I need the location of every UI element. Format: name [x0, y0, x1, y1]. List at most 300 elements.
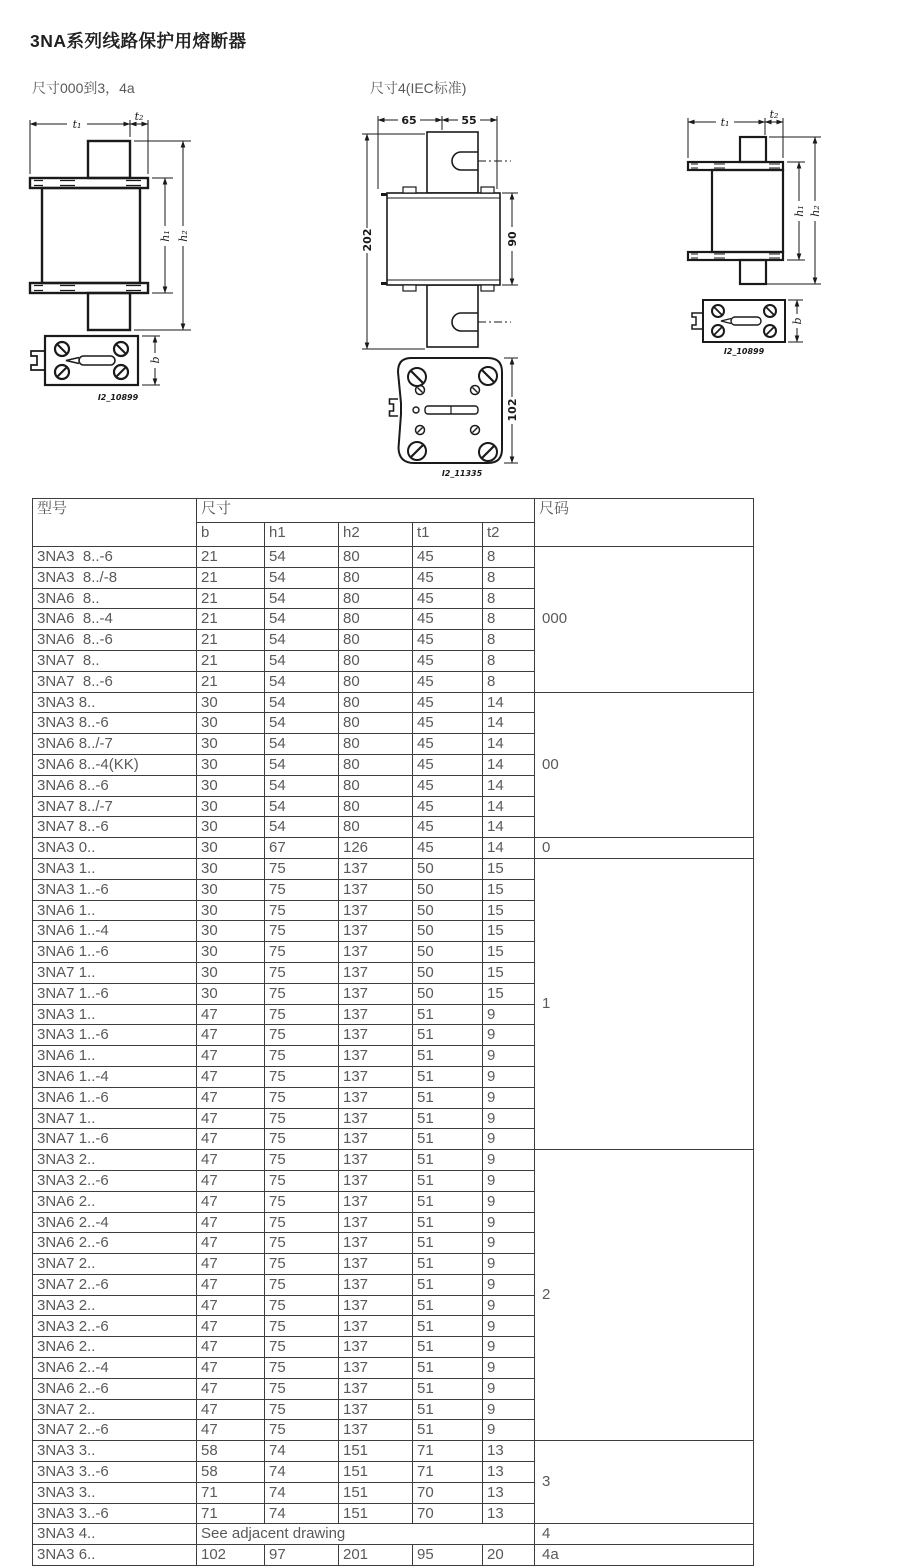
spec-table-header [33, 499, 754, 547]
figure-id: I2_11335 [441, 469, 483, 478]
value-cell: 30 [197, 962, 265, 983]
dim-label-t1: t₁ [72, 118, 82, 131]
value-cell: 137 [339, 921, 413, 942]
value-cell: 47 [197, 1358, 265, 1379]
model-cell: 3NA6 2..-4 [33, 1212, 197, 1233]
value-cell: 9 [483, 1399, 535, 1420]
value-cell: 80 [339, 588, 413, 609]
mounting-tab [31, 351, 45, 370]
mounting-tab [692, 313, 703, 329]
value-cell: 47 [197, 1170, 265, 1191]
plate-bottom-view [390, 358, 503, 463]
value-cell: 137 [339, 1233, 413, 1254]
model-cell: 3NA3 1..-6 [33, 879, 197, 900]
model-cell: 3NA6 2..-4 [33, 1358, 197, 1379]
value-cell: 51 [413, 1274, 483, 1295]
model-cell: 3NA7 2..-6 [33, 1274, 197, 1295]
model-cell: 3NA3 0.. [33, 838, 197, 859]
model-cell: 3NA6 1.. [33, 1046, 197, 1067]
size-code-cell: 2 [535, 1150, 754, 1441]
model-cell: 3NA6 1..-4 [33, 921, 197, 942]
model-cell: 3NA7 2.. [33, 1399, 197, 1420]
model-cell: 3NA6 1.. [33, 900, 197, 921]
value-cell: 9 [483, 1170, 535, 1191]
size-code-cell: 4a [535, 1545, 754, 1566]
value-cell: 51 [413, 1233, 483, 1254]
value-cell: 9 [483, 1004, 535, 1025]
value-cell: 47 [197, 1295, 265, 1316]
value-cell: 75 [265, 1108, 339, 1129]
value-cell: 51 [413, 1066, 483, 1087]
value-cell: 50 [413, 962, 483, 983]
value-cell: 80 [339, 734, 413, 755]
drawing-fuse-size4 [348, 103, 558, 483]
size-code-cell: 000 [535, 547, 754, 693]
value-cell: 45 [413, 630, 483, 651]
value-cell: 8 [483, 671, 535, 692]
model-cell: 3NA3 1.. [33, 858, 197, 879]
value-cell: 75 [265, 1191, 339, 1212]
value-cell: 75 [265, 1295, 339, 1316]
value-cell: 45 [413, 713, 483, 734]
value-cell: 14 [483, 713, 535, 734]
value-cell: 51 [413, 1004, 483, 1025]
value-cell: 137 [339, 858, 413, 879]
size-code-cell: 00 [535, 692, 754, 838]
header-model: 型号 [33, 499, 197, 547]
value-cell: 54 [265, 567, 339, 588]
table-row [33, 547, 754, 568]
dim-label-202: 202 [361, 228, 374, 252]
value-cell: 50 [413, 879, 483, 900]
size-code-cell: 3 [535, 1441, 754, 1524]
value-cell: 201 [339, 1545, 413, 1566]
value-cell: 71 [413, 1462, 483, 1483]
value-cell: 80 [339, 692, 413, 713]
value-cell: 54 [265, 692, 339, 713]
dim-label-t2: t₂ [134, 110, 144, 123]
value-cell: 75 [265, 1420, 339, 1441]
model-cell: 3NA6 2.. [33, 1191, 197, 1212]
value-cell: 9 [483, 1066, 535, 1087]
value-cell: 45 [413, 734, 483, 755]
model-cell: 3NA6 1..-6 [33, 1087, 197, 1108]
value-cell: 47 [197, 1004, 265, 1025]
model-cell: 3NA7 8.. [33, 650, 197, 671]
model-cell: 3NA6 2.. [33, 1337, 197, 1358]
value-cell: 30 [197, 692, 265, 713]
model-cell: 3NA6 8..-4(KK) [33, 754, 197, 775]
value-cell: 80 [339, 817, 413, 838]
model-cell: 3NA6 8..-6 [33, 775, 197, 796]
value-cell: 137 [339, 1337, 413, 1358]
header-dim-b: b [197, 523, 265, 547]
value-cell: 71 [413, 1441, 483, 1462]
value-cell: 75 [265, 921, 339, 942]
header-dims: 尺寸 [197, 499, 535, 523]
value-cell: 51 [413, 1337, 483, 1358]
model-cell: 3NA7 1.. [33, 1108, 197, 1129]
value-cell: 70 [413, 1503, 483, 1524]
model-cell: 3NA7 2..-6 [33, 1420, 197, 1441]
value-cell: 54 [265, 775, 339, 796]
model-cell: 3NA3 2.. [33, 1150, 197, 1171]
value-cell: 74 [265, 1482, 339, 1503]
model-cell: 3NA3 8.. [33, 692, 197, 713]
value-cell: 20 [483, 1545, 535, 1566]
dim-label-t2: t₂ [769, 108, 779, 121]
value-cell: 21 [197, 609, 265, 630]
fuse-bottom-view [692, 300, 785, 342]
value-cell: 47 [197, 1066, 265, 1087]
value-cell: 80 [339, 650, 413, 671]
value-cell: 47 [197, 1108, 265, 1129]
value-cell: 9 [483, 1046, 535, 1067]
value-cell: 30 [197, 858, 265, 879]
value-cell: 51 [413, 1129, 483, 1150]
value-cell: 51 [413, 1170, 483, 1191]
value-cell: 45 [413, 692, 483, 713]
model-cell: 3NA6 1..-4 [33, 1066, 197, 1087]
value-cell: 51 [413, 1087, 483, 1108]
value-cell: 14 [483, 796, 535, 817]
dim-label-b: b [791, 317, 804, 325]
value-cell: 45 [413, 754, 483, 775]
table-row [33, 858, 754, 879]
value-cell: 54 [265, 713, 339, 734]
value-cell: 137 [339, 1108, 413, 1129]
value-cell: 51 [413, 1191, 483, 1212]
value-cell: 54 [265, 754, 339, 775]
value-cell: 9 [483, 1337, 535, 1358]
model-cell: 3NA6 1..-6 [33, 942, 197, 963]
model-cell: 3NA7 1..-6 [33, 1129, 197, 1150]
value-cell: 45 [413, 650, 483, 671]
value-cell: 51 [413, 1046, 483, 1067]
value-cell: 9 [483, 1129, 535, 1150]
dim-label-h2: h₂ [809, 205, 822, 217]
value-cell: 50 [413, 983, 483, 1004]
value-cell: 137 [339, 1378, 413, 1399]
value-cell: 30 [197, 879, 265, 900]
value-cell: 15 [483, 921, 535, 942]
value-cell: 75 [265, 1399, 339, 1420]
value-cell: 137 [339, 1316, 413, 1337]
header-size: 尺码 [535, 499, 754, 547]
value-cell: 15 [483, 858, 535, 879]
value-cell: 54 [265, 796, 339, 817]
model-cell: 3NA7 8../-7 [33, 796, 197, 817]
value-cell: 75 [265, 1150, 339, 1171]
value-cell: 54 [265, 817, 339, 838]
value-cell: 137 [339, 1025, 413, 1046]
value-cell: 95 [413, 1545, 483, 1566]
value-cell: 30 [197, 754, 265, 775]
value-cell: 51 [413, 1316, 483, 1337]
value-cell: 80 [339, 630, 413, 651]
mounting-tab [390, 399, 399, 416]
value-cell: 80 [339, 671, 413, 692]
model-cell: 3NA6 2..-6 [33, 1378, 197, 1399]
value-cell: 75 [265, 1046, 339, 1067]
fuse-bottom-view [31, 336, 138, 385]
table-row [33, 1150, 754, 1171]
value-cell: 45 [413, 796, 483, 817]
table-row [33, 1545, 754, 1566]
value-cell: 137 [339, 1399, 413, 1420]
value-cell: 75 [265, 1337, 339, 1358]
value-cell: 47 [197, 1420, 265, 1441]
value-cell: 54 [265, 734, 339, 755]
value-cell: 137 [339, 983, 413, 1004]
value-cell: 137 [339, 1087, 413, 1108]
value-cell: 75 [265, 1066, 339, 1087]
value-cell: 14 [483, 754, 535, 775]
dim-label-h1: h₁ [159, 230, 172, 242]
dim-label-h2: h₂ [177, 230, 190, 242]
value-cell: 9 [483, 1191, 535, 1212]
value-cell: 47 [197, 1046, 265, 1067]
model-cell: 3NA6 8../-7 [33, 734, 197, 755]
value-cell: 70 [413, 1482, 483, 1503]
value-cell: 30 [197, 796, 265, 817]
value-cell: 54 [265, 630, 339, 651]
value-cell: 30 [197, 775, 265, 796]
value-cell: 9 [483, 1212, 535, 1233]
value-cell: 75 [265, 1233, 339, 1254]
value-cell: 9 [483, 1087, 535, 1108]
value-cell: 75 [265, 1004, 339, 1025]
value-cell: 9 [483, 1316, 535, 1337]
value-cell: 47 [197, 1150, 265, 1171]
value-cell: 47 [197, 1129, 265, 1150]
value-cell: 9 [483, 1108, 535, 1129]
value-cell: 21 [197, 567, 265, 588]
value-cell: 47 [197, 1025, 265, 1046]
spec-table [32, 498, 754, 1566]
drawing-fuse-front-right [678, 106, 898, 364]
figure-id: I2_10899 [97, 393, 139, 402]
value-cell: 137 [339, 1254, 413, 1275]
fuse-front-view [688, 137, 783, 284]
value-cell: 58 [197, 1441, 265, 1462]
model-cell: 3NA6 8.. [33, 588, 197, 609]
value-cell: 75 [265, 879, 339, 900]
model-cell: 3NA6 8..-6 [33, 630, 197, 651]
value-cell: 75 [265, 1254, 339, 1275]
value-cell: 51 [413, 1150, 483, 1171]
table-row [33, 1524, 754, 1545]
value-cell: 30 [197, 983, 265, 1004]
value-cell: 47 [197, 1399, 265, 1420]
value-cell: 75 [265, 1087, 339, 1108]
value-cell: 15 [483, 900, 535, 921]
value-cell: 102 [197, 1545, 265, 1566]
value-cell: 9 [483, 1150, 535, 1171]
fuse-front-view [30, 141, 148, 330]
value-cell: 51 [413, 1399, 483, 1420]
value-cell: 51 [413, 1378, 483, 1399]
value-cell: 9 [483, 1254, 535, 1275]
value-cell: 21 [197, 588, 265, 609]
value-cell: 47 [197, 1233, 265, 1254]
model-cell: 3NA3 1.. [33, 1004, 197, 1025]
value-cell: 137 [339, 1170, 413, 1191]
dim-label-90: 90 [506, 231, 519, 247]
model-cell: 3NA7 8..-6 [33, 671, 197, 692]
dim-label-102: 102 [506, 398, 519, 422]
value-cell: 8 [483, 588, 535, 609]
page-title: 3NA系列线路保护用熔断器 [30, 31, 247, 51]
model-cell: 3NA3 3.. [33, 1441, 197, 1462]
value-cell: 137 [339, 942, 413, 963]
value-cell: 45 [413, 817, 483, 838]
value-cell: 58 [197, 1462, 265, 1483]
grip-slot [79, 356, 115, 365]
value-cell: 51 [413, 1358, 483, 1379]
header-dim-h2: h2 [339, 523, 413, 547]
model-cell: 3NA3 2..-6 [33, 1316, 197, 1337]
value-cell: 15 [483, 879, 535, 900]
value-cell: 75 [265, 858, 339, 879]
value-cell: 15 [483, 962, 535, 983]
value-cell: 21 [197, 547, 265, 568]
model-cell: 3NA3 6.. [33, 1545, 197, 1566]
value-cell: 137 [339, 879, 413, 900]
value-cell: 137 [339, 1212, 413, 1233]
value-cell: 137 [339, 1420, 413, 1441]
value-cell: 75 [265, 983, 339, 1004]
value-cell: 74 [265, 1503, 339, 1524]
value-cell: 137 [339, 1129, 413, 1150]
value-cell: 30 [197, 838, 265, 859]
value-cell: 45 [413, 588, 483, 609]
value-cell: 137 [339, 1274, 413, 1295]
caption-sizes-000-to-3-4a: 尺寸000到3，4a [32, 80, 135, 96]
value-cell: 9 [483, 1420, 535, 1441]
table-row [33, 692, 754, 713]
value-cell: 75 [265, 1170, 339, 1191]
model-cell: 3NA3 4.. [33, 1524, 197, 1545]
value-cell: 8 [483, 547, 535, 568]
value-cell: 8 [483, 650, 535, 671]
value-cell: 14 [483, 838, 535, 859]
value-cell: 74 [265, 1462, 339, 1483]
size-code-cell: 0 [535, 838, 754, 859]
dim-label-65: 65 [401, 114, 417, 127]
value-cell: 13 [483, 1441, 535, 1462]
table-row [33, 1441, 754, 1462]
value-cell: 75 [265, 900, 339, 921]
value-cell: 9 [483, 1233, 535, 1254]
dim-label-h1: h₁ [793, 205, 806, 217]
caption-size-4-iec: 尺寸4(IEC标准) [370, 80, 467, 96]
value-cell: 80 [339, 713, 413, 734]
value-cell: 30 [197, 900, 265, 921]
value-cell: 14 [483, 692, 535, 713]
value-cell: 9 [483, 1358, 535, 1379]
model-cell: 3NA7 1..-6 [33, 983, 197, 1004]
value-cell: 47 [197, 1254, 265, 1275]
figure-id: I2_10899 [723, 347, 765, 356]
value-cell: 45 [413, 671, 483, 692]
value-cell: 45 [413, 775, 483, 796]
model-cell: 3NA7 1.. [33, 962, 197, 983]
value-cell: 54 [265, 650, 339, 671]
header-dim-t2: t2 [483, 523, 535, 547]
value-cell: 50 [413, 921, 483, 942]
value-cell: 80 [339, 754, 413, 775]
value-cell: 75 [265, 962, 339, 983]
value-cell: 137 [339, 900, 413, 921]
value-cell: 47 [197, 1316, 265, 1337]
value-cell: 75 [265, 1316, 339, 1337]
value-cell: 13 [483, 1503, 535, 1524]
value-cell: 54 [265, 547, 339, 568]
value-cell: 126 [339, 838, 413, 859]
value-cell: 9 [483, 1025, 535, 1046]
value-cell: 137 [339, 1295, 413, 1316]
value-cell: 30 [197, 713, 265, 734]
value-cell: 75 [265, 1274, 339, 1295]
model-cell: 3NA6 8..-4 [33, 609, 197, 630]
value-cell: 45 [413, 547, 483, 568]
header-dim-h1: h1 [265, 523, 339, 547]
value-cell: 14 [483, 775, 535, 796]
value-cell: 47 [197, 1274, 265, 1295]
value-cell: 75 [265, 1378, 339, 1399]
value-cell: 21 [197, 671, 265, 692]
bottom-blade [427, 285, 478, 347]
size-code-cell: 1 [535, 858, 754, 1149]
value-cell: 75 [265, 1129, 339, 1150]
value-cell: 67 [265, 838, 339, 859]
value-cell: 75 [265, 1212, 339, 1233]
value-cell: 75 [265, 1358, 339, 1379]
value-cell: 15 [483, 942, 535, 963]
value-cell: 13 [483, 1482, 535, 1503]
value-cell: 80 [339, 547, 413, 568]
value-cell: 45 [413, 609, 483, 630]
value-cell: 14 [483, 734, 535, 755]
value-cell: 71 [197, 1482, 265, 1503]
value-cell: 45 [413, 838, 483, 859]
value-cell: 54 [265, 609, 339, 630]
value-cell: 71 [197, 1503, 265, 1524]
value-cell: 137 [339, 1004, 413, 1025]
value-cell: 50 [413, 900, 483, 921]
model-cell: 3NA6 2..-6 [33, 1233, 197, 1254]
model-cell: 3NA7 2.. [33, 1254, 197, 1275]
value-cell: 8 [483, 630, 535, 651]
model-cell: 3NA3 2..-6 [33, 1170, 197, 1191]
value-cell: 80 [339, 796, 413, 817]
model-cell: 3NA3 8..-6 [33, 547, 197, 568]
value-cell: 137 [339, 1191, 413, 1212]
value-cell: 54 [265, 588, 339, 609]
dim-label-t1: t₁ [720, 116, 730, 129]
value-cell: 137 [339, 1066, 413, 1087]
value-cell: 151 [339, 1503, 413, 1524]
value-cell: 30 [197, 817, 265, 838]
value-cell: 80 [339, 609, 413, 630]
value-cell: 51 [413, 1108, 483, 1129]
header-dim-t1: t1 [413, 523, 483, 547]
fuse-body [387, 193, 500, 285]
value-cell: 137 [339, 1150, 413, 1171]
value-cell: 137 [339, 962, 413, 983]
value-cell: 15 [483, 983, 535, 1004]
